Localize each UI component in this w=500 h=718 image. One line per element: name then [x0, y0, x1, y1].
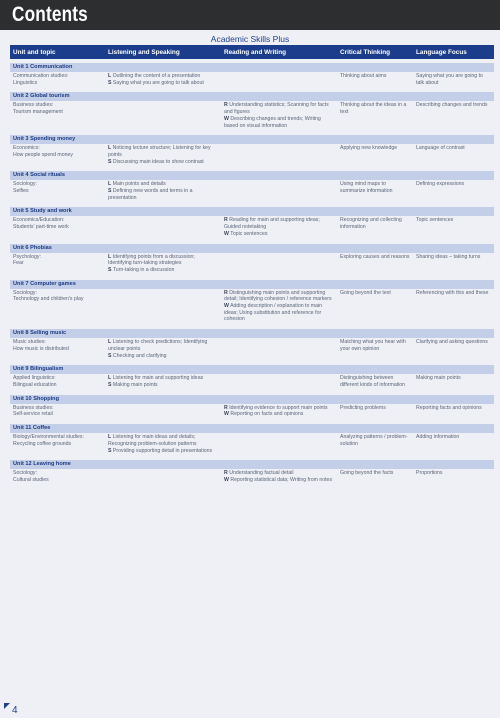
unit-content-row	[10, 404, 494, 422]
skill-entry	[224, 303, 334, 323]
topic-line: Biology/Environmental studies:	[13, 434, 84, 441]
lf-line: Topic sentences	[416, 217, 454, 224]
skill-label: R	[224, 102, 228, 109]
skill-label: W	[224, 411, 229, 418]
lf-line: Defining expressions	[416, 181, 465, 188]
skill-label: R	[224, 217, 228, 224]
topic-line: Students' part-time work	[13, 224, 69, 231]
skill-label: W	[224, 115, 229, 122]
skill-label: L	[108, 181, 112, 188]
unit-name: Bilingualism	[30, 366, 64, 373]
unit-content-row	[10, 253, 494, 278]
unit-header-cell	[10, 458, 494, 469]
topic-cell	[10, 469, 105, 485]
reading-writing-cell	[221, 469, 337, 485]
critical-thinking-cell	[337, 469, 413, 485]
topic-line: How people spend money	[13, 151, 73, 158]
unit-content-row	[10, 216, 494, 241]
skill-label: L	[108, 339, 112, 346]
unit-name: Leaving home	[33, 461, 71, 468]
unit-name: Communication	[30, 64, 73, 70]
skill-label: L	[108, 73, 112, 79]
skill-label: L	[108, 253, 112, 260]
listening-speaking-cell	[105, 72, 221, 90]
header-language-focus: Language Focus	[413, 45, 494, 61]
topic-cell	[10, 144, 105, 169]
ct-line: Going beyond the text	[340, 289, 391, 296]
topic-line: Sociology:	[13, 470, 37, 477]
reading-writing-cell	[221, 216, 337, 241]
header-reading-writing: Reading and Writing	[221, 45, 337, 61]
skill-text: Listening to check predictions; Identifying unclear points	[108, 339, 208, 352]
unit-content-row	[10, 469, 494, 485]
unit-header-cell	[10, 61, 494, 72]
topic-line: How music is distributed	[13, 345, 69, 352]
header-unit-topic: Unit and topic	[10, 45, 105, 61]
unit-header-row	[10, 393, 494, 404]
unit-number: Unit 2	[13, 93, 29, 100]
skill-label: S	[108, 352, 112, 359]
unit-number: Unit 8	[13, 330, 29, 337]
skill-text: Making main points	[112, 381, 158, 388]
unit-name: Spending money	[30, 136, 76, 143]
reading-writing-cell	[221, 144, 337, 169]
language-focus-cell	[413, 404, 494, 422]
skill-text: Adding description / explanation to main ideas; Using substitution and reference for cohesion	[224, 303, 323, 323]
listening-speaking-cell	[105, 216, 221, 241]
unit-header-row	[10, 278, 494, 289]
unit-number: Unit 1	[13, 64, 29, 70]
topic-line: Economics:	[13, 145, 40, 152]
skill-entry	[224, 116, 334, 129]
skill-text: Identifying points from a discussion; Identifying turn-taking strategies	[108, 253, 195, 267]
lf-line: Adding information	[416, 434, 460, 441]
topic-cell	[10, 216, 105, 241]
topic-cell	[10, 338, 105, 363]
skill-label: R	[224, 289, 228, 296]
skill-text: Providing supporting detail in presentations	[112, 447, 213, 454]
listening-speaking-cell	[105, 469, 221, 485]
skill-entry	[108, 254, 218, 267]
unit-number: Unit 12	[13, 461, 32, 468]
lf-line: Reporting facts and opinions	[416, 404, 482, 411]
skill-text: Checking and clarifying	[112, 352, 167, 359]
skill-label: W	[224, 476, 229, 483]
unit-header-row	[10, 90, 494, 101]
topic-line: Psychology:	[13, 253, 41, 260]
listening-speaking-cell	[105, 338, 221, 363]
ct-line: Recognizing and collecting information	[340, 217, 402, 231]
topic-line: Business studies:	[13, 404, 54, 411]
unit-content-row	[10, 374, 494, 392]
ct-line: Thinking about aims	[340, 73, 387, 79]
unit-header-cell	[10, 205, 494, 216]
topic-line: Recycling coffee grounds	[13, 440, 72, 447]
language-focus-cell	[413, 180, 494, 205]
reading-writing-cell	[221, 180, 337, 205]
skill-label: L	[108, 375, 112, 382]
skill-entry	[108, 448, 218, 455]
ct-line: Going beyond the facts	[340, 470, 394, 477]
skill-text: Reading for main and supporting ideas; Guided notetaking	[224, 217, 320, 231]
unit-header-row	[10, 422, 494, 433]
skill-text: Main points and details	[112, 181, 166, 188]
listening-speaking-cell	[105, 180, 221, 205]
unit-header-row	[10, 169, 494, 180]
skill-text: Listening for main ideas and details; Recognizing problem-solution patterns	[108, 434, 197, 447]
skill-entry	[108, 73, 218, 80]
skill-text: Saying what you are going to talk about	[112, 79, 204, 86]
topic-line: Tourism management	[13, 109, 63, 116]
skill-text: Topic sentences	[230, 230, 268, 237]
listening-speaking-cell	[105, 374, 221, 392]
contents-banner	[0, 0, 500, 30]
language-focus-cell	[413, 72, 494, 90]
unit-name: Social rituals	[30, 172, 65, 179]
language-focus-cell	[413, 433, 494, 458]
topic-cell	[10, 180, 105, 205]
language-focus-cell	[413, 469, 494, 485]
unit-header-row	[10, 327, 494, 338]
skill-text: Understanding statistics; Scanning for facts and figures	[224, 102, 329, 116]
skill-text: Turn-taking in a discussion	[112, 266, 175, 273]
topic-cell	[10, 374, 105, 392]
ct-line: Applying new knowledge	[340, 145, 398, 152]
table-header	[10, 45, 494, 61]
skill-text: Identifying evidence to support main points	[229, 404, 328, 411]
reading-writing-cell	[221, 72, 337, 90]
skill-label: R	[224, 404, 228, 411]
unit-header-cell	[10, 242, 494, 253]
unit-content-row	[10, 144, 494, 169]
lf-line: Describing changes and trends	[416, 102, 488, 109]
unit-name: Study and work	[30, 208, 72, 215]
skill-text: Understanding factual detail	[229, 470, 294, 477]
topic-line: Communication studies:	[13, 73, 69, 79]
ct-line: Using mind maps to summarize information	[340, 181, 393, 195]
header-listening-speaking: Listening and Speaking	[105, 45, 221, 61]
listening-speaking-cell	[105, 101, 221, 133]
critical-thinking-cell	[337, 338, 413, 363]
topic-line: Selfies	[13, 188, 29, 195]
unit-header-cell	[10, 363, 494, 374]
topic-line: Sociology:	[13, 181, 37, 188]
topic-cell	[10, 101, 105, 133]
skill-entry	[224, 405, 334, 412]
critical-thinking-cell	[337, 216, 413, 241]
skill-text: Reporting statistical data; Writing from notes	[230, 476, 333, 483]
critical-thinking-cell	[337, 433, 413, 458]
skill-entry	[108, 267, 218, 274]
skill-text: Distinguishing main points and supporting detail; Identifying cohesion / reference markers	[224, 289, 332, 303]
unit-content-row	[10, 180, 494, 205]
series-title: Academic Skills Plus	[210, 34, 290, 44]
skill-label: S	[108, 447, 112, 454]
unit-number: Unit 9	[13, 366, 29, 373]
skill-entry	[224, 102, 334, 115]
reading-writing-cell	[221, 289, 337, 328]
unit-header-row	[10, 242, 494, 253]
topic-cell	[10, 72, 105, 90]
skill-label: L	[108, 434, 112, 441]
unit-header-cell	[10, 90, 494, 101]
critical-thinking-cell	[337, 72, 413, 90]
lf-line: Sharing ideas – taking turns	[416, 253, 481, 260]
topic-line: Linguistics	[13, 79, 38, 86]
skill-label: S	[108, 188, 112, 195]
reading-writing-cell	[221, 338, 337, 363]
critical-thinking-cell	[337, 404, 413, 422]
corner-mark	[4, 703, 10, 709]
skill-entry	[108, 181, 218, 188]
topic-line: Applied linguistics:	[13, 375, 56, 382]
skill-entry	[224, 231, 334, 238]
language-focus-cell	[413, 144, 494, 169]
ct-line: Analyzing patterns / problem-solution	[340, 434, 408, 447]
skill-label: S	[108, 79, 112, 86]
reading-writing-cell	[221, 374, 337, 392]
unit-header-row	[10, 133, 494, 144]
unit-header-cell	[10, 133, 494, 144]
contents-table	[10, 45, 494, 486]
topic-line: Business studies:	[13, 102, 54, 109]
language-focus-cell	[413, 101, 494, 133]
topic-line: Economics/Education:	[13, 217, 65, 224]
lf-line: Clarifying and asking questions	[416, 339, 488, 346]
skill-label: L	[108, 145, 112, 152]
listening-speaking-cell	[105, 404, 221, 422]
lf-line: Language of contrast	[416, 145, 465, 152]
listening-speaking-cell	[105, 289, 221, 328]
topic-line: Sociology:	[13, 289, 37, 296]
skill-entry	[108, 145, 218, 158]
page-title: Contents	[12, 3, 88, 26]
skill-label: W	[224, 303, 229, 310]
skill-label: S	[108, 381, 112, 388]
unit-number: Unit 10	[13, 395, 32, 402]
unit-name: Coffee	[32, 425, 51, 432]
unit-name: Phobias	[30, 244, 52, 251]
topic-line: Cultural studies	[13, 476, 49, 483]
skill-label: R	[224, 470, 228, 477]
skill-entry	[108, 382, 218, 389]
topic-cell	[10, 289, 105, 328]
topic-cell	[10, 253, 105, 278]
ct-line: Exploring causes and reasons	[340, 253, 410, 260]
unit-number: Unit 4	[13, 172, 29, 179]
listening-speaking-cell	[105, 433, 221, 458]
critical-thinking-cell	[337, 374, 413, 392]
topic-line: Music studies:	[13, 339, 46, 346]
skill-entry	[108, 375, 218, 382]
skill-text: Describing changes and trends; Writing based on visual information	[224, 115, 321, 129]
unit-number: Unit 3	[13, 136, 29, 143]
unit-name: Computer games	[30, 280, 76, 287]
lf-line: Referencing with this and these	[416, 289, 489, 296]
unit-header-cell	[10, 393, 494, 404]
skill-entry	[224, 411, 334, 418]
critical-thinking-cell	[337, 289, 413, 328]
skill-text: Listening for main and supporting ideas	[112, 375, 204, 382]
unit-header-cell	[10, 422, 494, 433]
topic-line: Self-service retail	[13, 411, 53, 418]
unit-number: Unit 6	[13, 244, 29, 251]
ct-line: Distinguishing between different kinds of information	[340, 375, 406, 388]
critical-thinking-cell	[337, 180, 413, 205]
skill-text: Noticing lecture structure; Listening for key points	[108, 145, 211, 158]
reading-writing-cell	[221, 253, 337, 278]
unit-content-row	[10, 433, 494, 458]
page-number: 4	[12, 705, 18, 716]
skill-text: Discussing main ideas to show contrast	[112, 158, 204, 165]
unit-name: Global tourism	[30, 93, 70, 100]
skill-label: S	[108, 266, 112, 273]
skill-entry	[224, 470, 334, 477]
listening-speaking-cell	[105, 144, 221, 169]
skill-text: Reporting on facts and opinions	[230, 411, 304, 418]
skill-label: W	[224, 230, 229, 237]
unit-number: Unit 11	[13, 425, 32, 432]
unit-name: Shopping	[33, 395, 60, 402]
skill-entry	[224, 217, 334, 230]
listening-speaking-cell	[105, 253, 221, 278]
topic-line: Technology and children's play	[13, 296, 84, 303]
skill-entry	[108, 434, 218, 447]
unit-header-row	[10, 61, 494, 72]
unit-content-row	[10, 338, 494, 363]
lf-line: Proportions	[416, 470, 443, 477]
unit-content-row	[10, 101, 494, 133]
skill-text: Defining new words and terms in a presentation	[108, 188, 193, 201]
skill-label: S	[108, 158, 112, 165]
reading-writing-cell	[221, 101, 337, 133]
ct-line: Predicting problems	[340, 404, 386, 411]
unit-content-row	[10, 289, 494, 328]
skill-entry	[108, 353, 218, 360]
skill-entry	[108, 339, 218, 352]
language-focus-cell	[413, 216, 494, 241]
skill-text: Outlining the content of a presentation	[112, 73, 201, 79]
language-focus-cell	[413, 289, 494, 328]
unit-number: Unit 5	[13, 208, 29, 215]
critical-thinking-cell	[337, 101, 413, 133]
skill-entry	[224, 290, 334, 303]
language-focus-cell	[413, 253, 494, 278]
topic-line: Bilingual education	[13, 381, 57, 388]
critical-thinking-cell	[337, 144, 413, 169]
unit-header-cell	[10, 169, 494, 180]
lf-line: Saying what you are going to talk about	[416, 73, 483, 86]
unit-name: Selling music	[30, 330, 67, 337]
lf-line: Making main points	[416, 375, 461, 382]
reading-writing-cell	[221, 404, 337, 422]
skill-entry	[224, 477, 334, 484]
skill-entry	[108, 159, 218, 166]
critical-thinking-cell	[337, 253, 413, 278]
unit-header-row	[10, 205, 494, 216]
topic-cell	[10, 433, 105, 458]
reading-writing-cell	[221, 433, 337, 458]
skill-entry	[108, 188, 218, 201]
unit-header-cell	[10, 327, 494, 338]
unit-number: Unit 7	[13, 280, 29, 287]
ct-line: Matching what you hear with your own opinion	[340, 339, 406, 352]
skill-entry	[108, 80, 218, 87]
language-focus-cell	[413, 338, 494, 363]
topic-line: Fear	[13, 260, 24, 267]
header-critical-thinking: Critical Thinking	[337, 45, 413, 61]
unit-header-cell	[10, 278, 494, 289]
ct-line: Thinking about the ideas in a text	[340, 102, 407, 116]
table-body	[10, 61, 494, 486]
unit-header-row	[10, 458, 494, 469]
unit-content-row	[10, 72, 494, 90]
unit-header-row	[10, 363, 494, 374]
language-focus-cell	[413, 374, 494, 392]
topic-cell	[10, 404, 105, 422]
